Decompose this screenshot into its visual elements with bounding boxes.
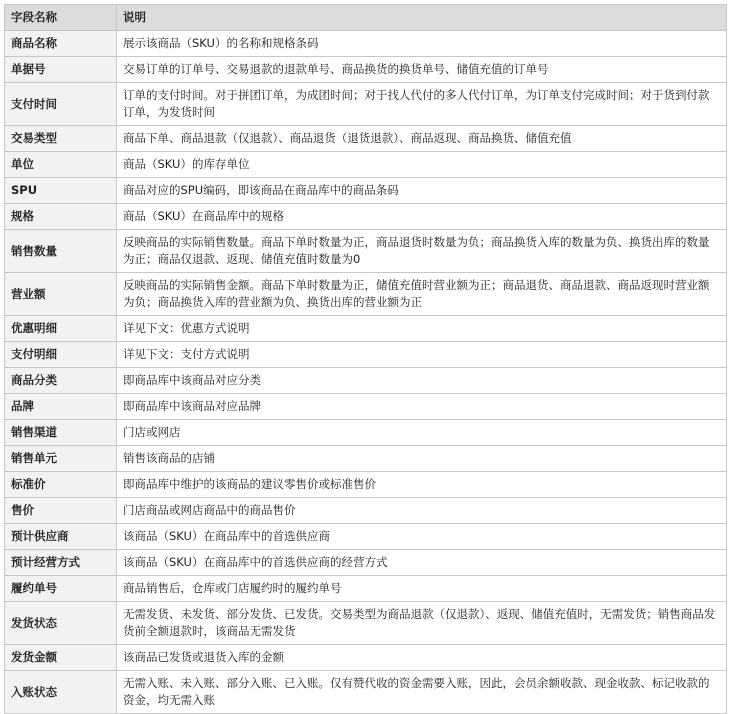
table-row [5,645,727,671]
field-name-cell: 营业额 [5,273,117,316]
description-cell: 商品对应的SPU编码，即该商品在商品库中的商品条码 [117,178,727,204]
table-row [5,550,727,576]
description-cell: 商品销售后，仓库或门店履约时的履约单号 [117,576,727,602]
table-header-row [5,5,727,31]
field-name-cell: 单位 [5,152,117,178]
field-name-cell: 入账状态 [5,671,117,714]
description-cell: 商品下单、商品退款（仅退款）、商品退货（退货退款）、商品返现、商品换货、储值充值 [117,126,727,152]
field-name-cell: 单据号 [5,57,117,83]
table-row [5,342,727,368]
field-name-cell: 预计供应商 [5,524,117,550]
field-name-cell: 商品名称 [5,31,117,57]
table-row [5,472,727,498]
field-name-cell: 标准价 [5,472,117,498]
table-row [5,83,727,126]
table-row [5,524,727,550]
field-name-cell: 商品分类 [5,368,117,394]
table-row [5,126,727,152]
table-row [5,368,727,394]
description-cell: 无需入账、未入账、部分入账、已入账。仅有赞代收的资金需要入账，因此，会员余额收款、现金收款、标记收款的资金，均无需入账 [117,671,727,714]
header-field-name: 字段名称 [5,5,117,31]
table-row [5,230,727,273]
description-cell: 反映商品的实际销售金额。商品下单时数量为正，储值充值时营业额为正；商品退货、商品退款、商品返现时营业额为负；商品换货入库的营业额为负、换货出库的营业额为正 [117,273,727,316]
field-name-cell: 支付时间 [5,83,117,126]
table-row [5,576,727,602]
field-description-table [4,4,727,714]
description-cell: 无需发货、未发货、部分发货、已发货。交易类型为商品退款（仅退款）、返现、储值充值时，无需发货；销售商品发货前全额退款时，该商品无需发货 [117,602,727,645]
table-row [5,602,727,645]
description-cell: 该商品已发货或退货入库的金额 [117,645,727,671]
description-cell: 门店商品或网店商品中的商品售价 [117,498,727,524]
table-row [5,394,727,420]
description-cell: 展示该商品（SKU）的名称和规格条码 [117,31,727,57]
table-row [5,420,727,446]
field-name-cell: 售价 [5,498,117,524]
description-cell: 销售该商品的店铺 [117,446,727,472]
field-name-cell: 发货金额 [5,645,117,671]
table-row [5,152,727,178]
description-cell: 门店或网店 [117,420,727,446]
description-cell: 订单的支付时间。对于拼团订单，为成团时间；对于找人代付的多人代付订单，为订单支付完成时间；对于货到付款订单，为发货时间 [117,83,727,126]
table-row [5,446,727,472]
field-name-cell: 销售单元 [5,446,117,472]
description-cell: 反映商品的实际销售数量。商品下单时数量为正，商品退货时数量为负；商品换货入库的数量为负、换货出库的数量为正；商品仅退款、返现、储值充值时数量为0 [117,230,727,273]
table-row [5,204,727,230]
field-name-cell: 品牌 [5,394,117,420]
field-name-cell: 销售数量 [5,230,117,273]
description-cell: 商品（SKU）在商品库中的规格 [117,204,727,230]
table-row [5,178,727,204]
description-cell: 即商品库中维护的该商品的建议零售价或标准售价 [117,472,727,498]
description-cell: 即商品库中该商品对应分类 [117,368,727,394]
table-row [5,498,727,524]
field-name-cell: 预计经营方式 [5,550,117,576]
field-name-cell: 交易类型 [5,126,117,152]
field-name-cell: 履约单号 [5,576,117,602]
field-name-cell: 销售渠道 [5,420,117,446]
description-cell: 该商品（SKU）在商品库中的首选供应商 [117,524,727,550]
table-row [5,316,727,342]
field-name-cell: 优惠明细 [5,316,117,342]
field-name-cell: SPU [5,178,117,204]
description-cell: 详见下文：支付方式说明 [117,342,727,368]
table-row [5,273,727,316]
description-cell: 交易订单的订单号、交易退款的退款单号、商品换货的换货单号、储值充值的订单号 [117,57,727,83]
table-row [5,31,727,57]
description-cell: 详见下文：优惠方式说明 [117,316,727,342]
header-description: 说明 [117,5,727,31]
table-row [5,57,727,83]
field-name-cell: 发货状态 [5,602,117,645]
table-row [5,671,727,714]
description-cell: 该商品（SKU）在商品库中的首选供应商的经营方式 [117,550,727,576]
description-cell: 商品（SKU）的库存单位 [117,152,727,178]
field-name-cell: 支付明细 [5,342,117,368]
field-name-cell: 规格 [5,204,117,230]
description-cell: 即商品库中该商品对应品牌 [117,394,727,420]
